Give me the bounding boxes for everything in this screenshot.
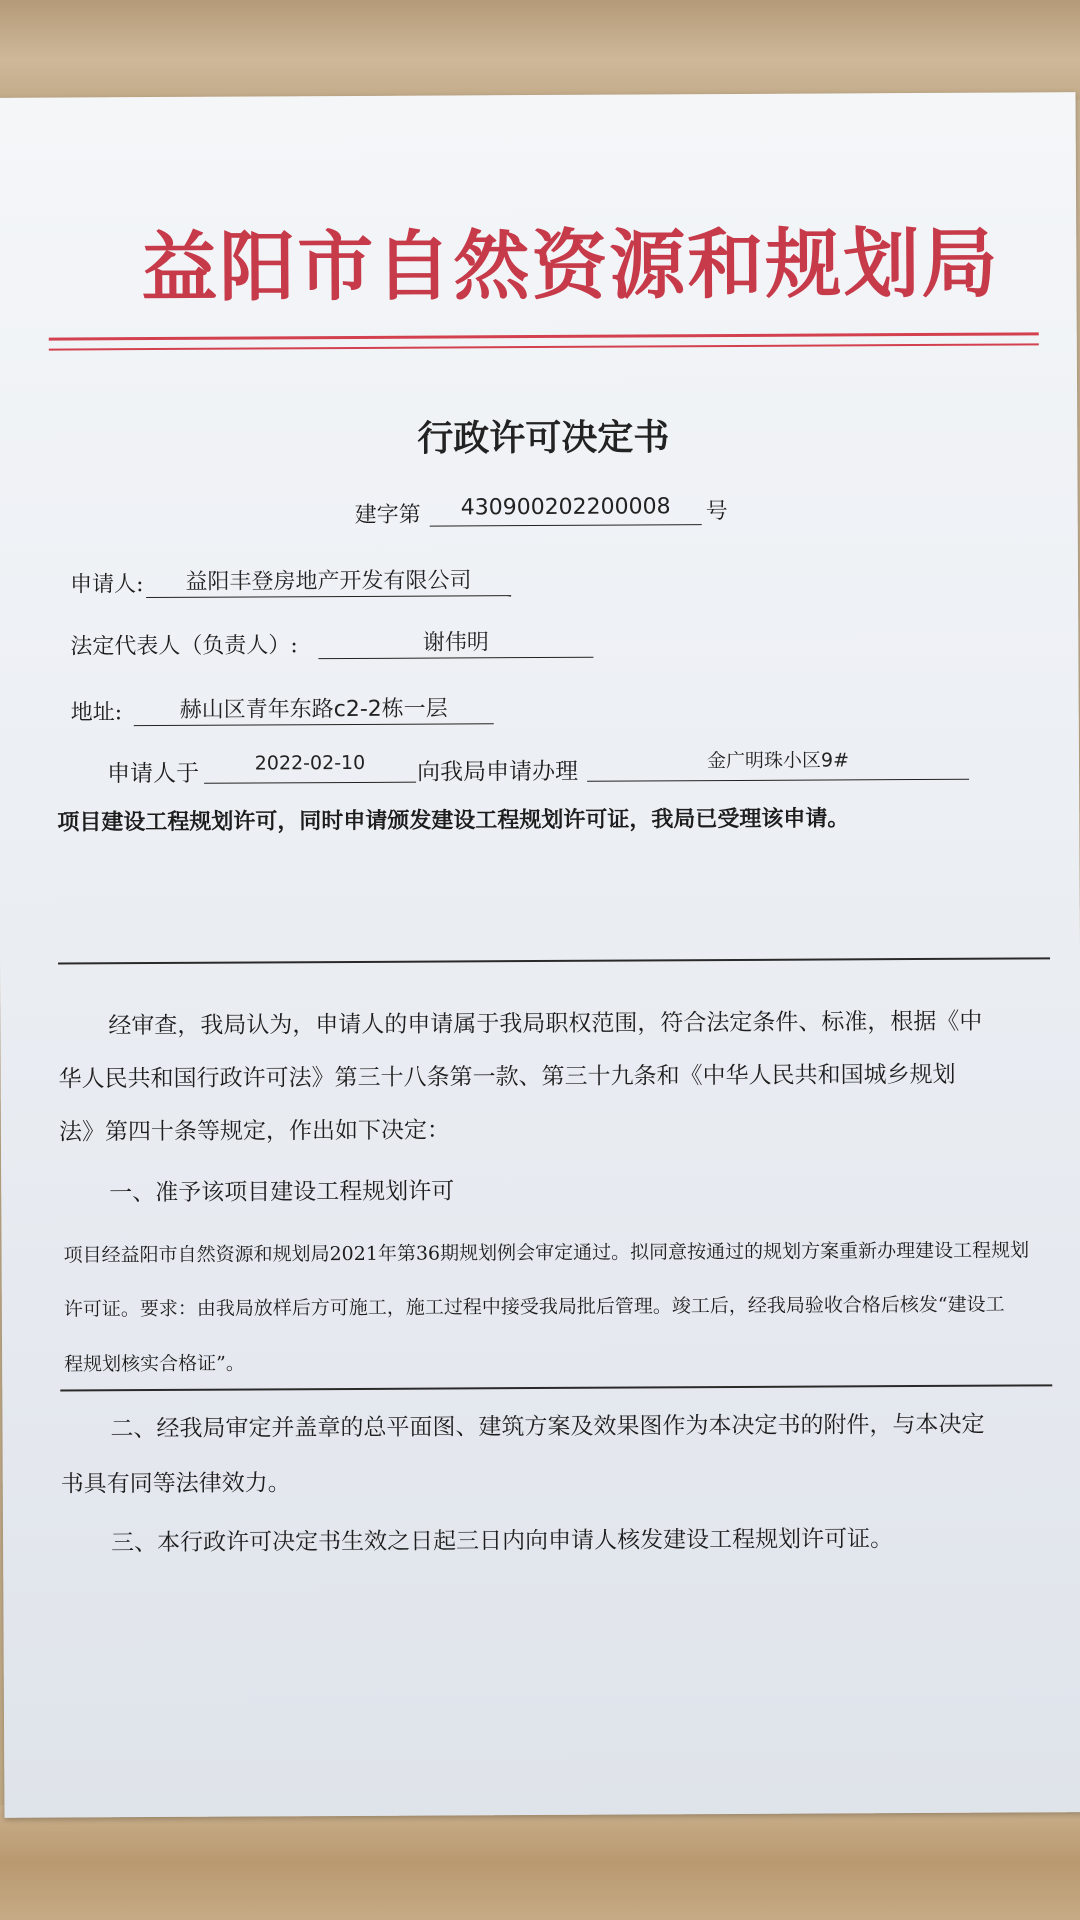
section-divider [58,957,1050,964]
decision-1-line: 许可证。要求：由我局放样后方可施工，施工过程中接受我局批后管理。竣工后，经我局验收合格后核发“建设工 [63,1293,1005,1321]
legal-rep-value: 谢伟明 [318,625,593,659]
decision-2-line: 二、经我局审定并盖章的总平面图、建筑方案及效果图作为本决定书的附件，与本决定 [110,1411,985,1443]
review-line: 华人民共和国行政许可法》第三十八条第一款、第三十九条和《中华人民共和国城乡规划 [58,1061,956,1093]
decision-divider [60,1384,1052,1391]
applicant-label: 申请人: [69,572,144,598]
letterhead-red-line [49,332,1039,340]
decision-2-line: 书具有同等法律效力。 [60,1470,291,1498]
application-intro: 申请人于 [106,760,200,788]
applicant-value: 益阳丰登房地产开发有限公司 [146,563,511,598]
number-prefix: 建字第 [354,502,421,528]
desk-surface-top [0,0,1080,100]
document-title: 行政许可决定书 [417,416,670,460]
number-suffix: 号 [705,499,728,525]
document-page [0,92,1080,1818]
address-value: 赫山区青年东路c2-2栋一层 [134,691,494,726]
review-line: 经审查，我局认为，申请人的申请属于我局职权范围，符合法定条件、标准，根据《中 [108,1008,983,1040]
decision-1-line: 程规划核实合格证”。 [64,1352,245,1376]
application-date: 2022-02-10 [204,752,416,784]
letterhead-red-line-thin [49,343,1039,350]
number-value: 430900202200008 [430,494,702,526]
legal-rep-label: 法定代表人（负责人）: [70,633,298,660]
application-middle: 向我局申请办理 [416,758,579,786]
letterhead-title: 益阳市自然资源和规划局 [141,218,1000,313]
decision-1-heading: 一、准予该项目建设工程规划许可 [109,1178,455,1207]
application-project: 金广明珠小区9# [587,745,969,782]
decision-3-line: 三、本行政许可决定书生效之日起三日内向申请人核发建设工程规划许可证。 [111,1526,894,1557]
desk-surface-bottom [0,1805,1080,1920]
review-line: 法》第四十条等规定，作出如下决定： [58,1117,450,1146]
application-text: 项目建设工程规划许可，同时申请颁发建设工程规划许可证，我局已受理该申请。 [57,805,850,836]
decision-1-line: 项目经益阳市自然资源和规划局2021年第36期规划例会审定通过。拟同意按通过的规划方案重新办理建设工程规划 [63,1239,1030,1267]
address-label: 地址: [70,700,123,726]
